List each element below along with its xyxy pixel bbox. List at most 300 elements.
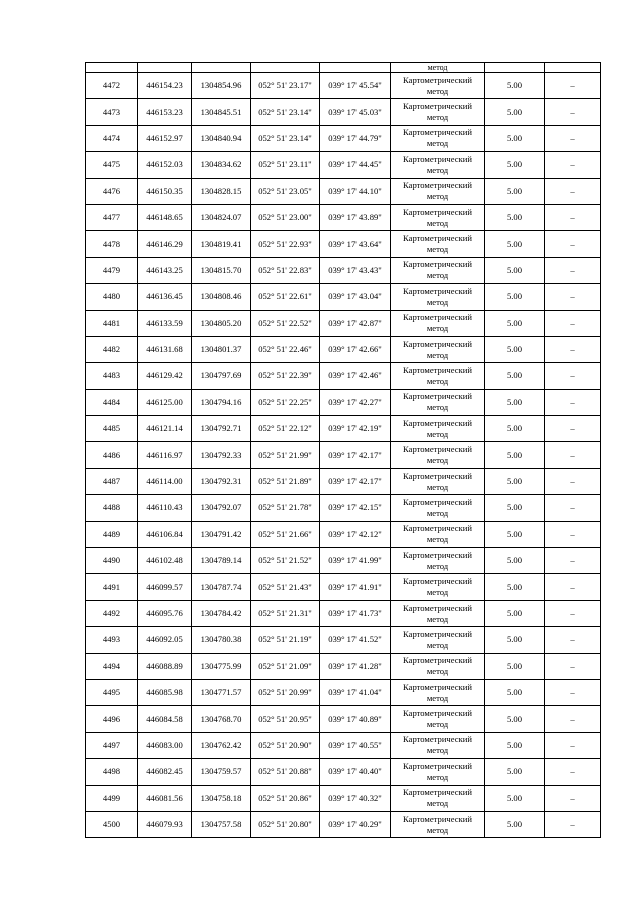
method-line-2: метод [426, 639, 449, 650]
cell-accuracy: 5.00 [485, 627, 545, 653]
cell-x: 446102.48 [138, 548, 192, 574]
method-line-1: Картометрический [403, 470, 472, 481]
method-line-1: Картометрический [403, 523, 472, 534]
cell-x: 446079.93 [138, 811, 192, 837]
method-line-2: метод [426, 402, 449, 413]
cell-y: 1304801.37 [192, 336, 251, 362]
method-line-1: Картометрический [403, 180, 472, 191]
method-line-1: Картометрический [403, 549, 472, 560]
table-row [86, 811, 601, 837]
cell-x: 446114.00 [138, 468, 192, 494]
method-line-2: метод [426, 164, 449, 175]
cell-number: 4476 [86, 178, 138, 204]
cell-number: 4490 [86, 548, 138, 574]
cell-y: 1304808.46 [192, 284, 251, 310]
cell-method [391, 416, 485, 442]
cell-note: – [545, 574, 601, 600]
cell-number: 4495 [86, 679, 138, 705]
cell-y: 1304854.96 [192, 73, 251, 99]
cell-longitude: 039° 17' 43.64" [320, 231, 391, 257]
cell-x: 446092.05 [138, 627, 192, 653]
method-line-1: Картометрический [403, 602, 472, 613]
cell-number: 4497 [86, 732, 138, 758]
cell-y: 1304792.71 [192, 416, 251, 442]
cell-latitude: 052° 51' 20.99" [251, 679, 320, 705]
cell-accuracy: 5.00 [485, 416, 545, 442]
cell-latitude: 052° 51' 23.05" [251, 178, 320, 204]
method-line-2: метод [426, 824, 449, 835]
cell-number: 4480 [86, 284, 138, 310]
table-row [86, 310, 601, 336]
method-line-1: Картометрический [403, 233, 472, 244]
cell-number: 4483 [86, 363, 138, 389]
cell-number: 4499 [86, 785, 138, 811]
method-line-1: Картометрический [403, 101, 472, 112]
cell-longitude: 039° 17' 44.45" [320, 152, 391, 178]
table-row [86, 204, 601, 230]
cell-number: 4498 [86, 759, 138, 785]
method-line-1: Картометрический [403, 312, 472, 323]
cell-method [391, 785, 485, 811]
cell-x: 446082.45 [138, 759, 192, 785]
cell-note: – [545, 811, 601, 837]
table-row [86, 231, 601, 257]
cell-accuracy: 5.00 [485, 231, 545, 257]
cell-number: 4472 [86, 73, 138, 99]
cell-latitude: 052° 51' 23.00" [251, 204, 320, 230]
cell-longitude: 039° 17' 41.99" [320, 548, 391, 574]
cell-latitude: 052° 51' 20.95" [251, 706, 320, 732]
cell-x: 446146.29 [138, 231, 192, 257]
cell-accuracy: 5.00 [485, 73, 545, 99]
table-row [86, 785, 601, 811]
cell-accuracy [485, 63, 545, 73]
cell-note: – [545, 310, 601, 336]
table-row [86, 152, 601, 178]
cell-method [391, 759, 485, 785]
table-row [86, 468, 601, 494]
table-row [86, 627, 601, 653]
cell-longitude: 039° 17' 41.91" [320, 574, 391, 600]
method-line-1: Картометрический [403, 787, 472, 798]
cell-longitude: 039° 17' 42.27" [320, 389, 391, 415]
cell-y: 1304784.42 [192, 600, 251, 626]
cell-accuracy: 5.00 [485, 600, 545, 626]
cell-longitude: 039° 17' 45.54" [320, 73, 391, 99]
method-line-1: Картометрический [403, 576, 472, 587]
method-line-2: метод [426, 244, 449, 255]
cell-note: – [545, 759, 601, 785]
table-row [86, 679, 601, 705]
cell-accuracy: 5.00 [485, 442, 545, 468]
cell-note: – [545, 416, 601, 442]
method-line-2: метод [426, 296, 449, 307]
cell-latitude: 052° 51' 23.17" [251, 73, 320, 99]
cell-number: 4474 [86, 125, 138, 151]
cell-y: 1304787.74 [192, 574, 251, 600]
cell-accuracy: 5.00 [485, 125, 545, 151]
cell-method [391, 653, 485, 679]
cell-note: – [545, 178, 601, 204]
table-row [86, 574, 601, 600]
cell-method [391, 310, 485, 336]
cell-x [138, 63, 192, 73]
method-line-2: метод [426, 587, 449, 598]
cell-note: – [545, 336, 601, 362]
cell-longitude: 039° 17' 42.12" [320, 521, 391, 547]
cell-x: 446110.43 [138, 495, 192, 521]
cell-x: 446084.58 [138, 706, 192, 732]
cell-x: 446083.00 [138, 732, 192, 758]
method-line-1: Картометрический [403, 74, 472, 85]
cell-note: – [545, 600, 601, 626]
cell-note: – [545, 231, 601, 257]
cell-note: – [545, 99, 601, 125]
cell-note [545, 63, 601, 73]
cell-latitude: 052° 51' 20.88" [251, 759, 320, 785]
cell-x: 446125.00 [138, 389, 192, 415]
cell-x: 446148.65 [138, 204, 192, 230]
cell-x: 446154.23 [138, 73, 192, 99]
cell-latitude: 052° 51' 20.90" [251, 732, 320, 758]
method-line-1: Картометрический [403, 153, 472, 164]
cell-number: 4482 [86, 336, 138, 362]
cell-accuracy: 5.00 [485, 310, 545, 336]
cell-accuracy: 5.00 [485, 257, 545, 283]
cell-latitude: 052° 51' 22.61" [251, 284, 320, 310]
cell-note: – [545, 284, 601, 310]
cell-note: – [545, 521, 601, 547]
cell-y: 1304840.94 [192, 125, 251, 151]
cell-method [391, 152, 485, 178]
cell-x: 446085.98 [138, 679, 192, 705]
cell-y: 1304792.33 [192, 442, 251, 468]
table-row [86, 600, 601, 626]
cell-number: 4486 [86, 442, 138, 468]
cell-note: – [545, 732, 601, 758]
cell-number: 4484 [86, 389, 138, 415]
method-line-2: метод [426, 560, 449, 571]
cell-x: 446106.84 [138, 521, 192, 547]
cell-accuracy: 5.00 [485, 495, 545, 521]
cell-latitude: 052° 51' 22.93" [251, 231, 320, 257]
cell-longitude: 039° 17' 42.19" [320, 416, 391, 442]
method-line-1: Картометрический [403, 285, 472, 296]
cell-x: 446095.76 [138, 600, 192, 626]
cell-y: 1304757.58 [192, 811, 251, 837]
table-row [86, 442, 601, 468]
cell-longitude: 039° 17' 43.04" [320, 284, 391, 310]
cell-accuracy: 5.00 [485, 679, 545, 705]
cell-number: 4500 [86, 811, 138, 837]
table-row [86, 99, 601, 125]
method-line-2: метод [426, 745, 449, 756]
method-line-2: метод [426, 349, 449, 360]
cell-y: 1304759.57 [192, 759, 251, 785]
cell-longitude: 039° 17' 42.46" [320, 363, 391, 389]
cell-latitude: 052° 51' 21.89" [251, 468, 320, 494]
cell-x: 446152.97 [138, 125, 192, 151]
cell-latitude: 052° 51' 20.86" [251, 785, 320, 811]
method-line-2: метод [426, 798, 449, 809]
cell-number: 4496 [86, 706, 138, 732]
cell-latitude: 052° 51' 21.19" [251, 627, 320, 653]
method-line-2: метод [426, 428, 449, 439]
cell-longitude: 039° 17' 44.79" [320, 125, 391, 151]
cell-y: 1304797.69 [192, 363, 251, 389]
cell-accuracy: 5.00 [485, 785, 545, 811]
cell-y: 1304815.70 [192, 257, 251, 283]
cell-number: 4477 [86, 204, 138, 230]
table-row [86, 73, 601, 99]
cell-number: 4493 [86, 627, 138, 653]
cell-longitude: 039° 17' 44.10" [320, 178, 391, 204]
cell-note: – [545, 73, 601, 99]
cell-longitude: 039° 17' 42.66" [320, 336, 391, 362]
table-row [86, 284, 601, 310]
cell-longitude: 039° 17' 43.43" [320, 257, 391, 283]
cell-accuracy: 5.00 [485, 759, 545, 785]
cell-method [391, 732, 485, 758]
cell-number: 4488 [86, 495, 138, 521]
cell-longitude: 039° 17' 45.03" [320, 99, 391, 125]
cell-method [391, 468, 485, 494]
table-row [86, 495, 601, 521]
cell-latitude: 052° 51' 21.09" [251, 653, 320, 679]
cell-latitude: 052° 51' 21.66" [251, 521, 320, 547]
cell-y: 1304768.70 [192, 706, 251, 732]
table-row [86, 416, 601, 442]
method-line-1: Картометрический [403, 734, 472, 745]
cell-longitude: 039° 17' 41.52" [320, 627, 391, 653]
cell-longitude: 039° 17' 40.55" [320, 732, 391, 758]
method-line-2: метод [426, 507, 449, 518]
method-line-1: Картометрический [403, 206, 472, 217]
cell-method [391, 574, 485, 600]
cell-y: 1304792.31 [192, 468, 251, 494]
cell-note: – [545, 706, 601, 732]
method-line-1: Картометрический [403, 813, 472, 824]
cell-number: 4491 [86, 574, 138, 600]
cell-latitude: 052° 51' 20.80" [251, 811, 320, 837]
cell-accuracy: 5.00 [485, 336, 545, 362]
cell-x: 446150.35 [138, 178, 192, 204]
cell-y: 1304789.14 [192, 548, 251, 574]
cell-method [391, 679, 485, 705]
cell-method [391, 495, 485, 521]
table-row [86, 178, 601, 204]
cell-accuracy: 5.00 [485, 468, 545, 494]
table-row [86, 732, 601, 758]
cell-y: 1304834.62 [192, 152, 251, 178]
cell-method [391, 204, 485, 230]
table-row [86, 759, 601, 785]
cell-number: 4481 [86, 310, 138, 336]
table-body [86, 63, 601, 838]
cell-number: 4475 [86, 152, 138, 178]
method-line-1: Картометрический [403, 628, 472, 639]
cell-method [391, 336, 485, 362]
cell-y: 1304819.41 [192, 231, 251, 257]
cell-y: 1304762.42 [192, 732, 251, 758]
cell-note: – [545, 125, 601, 151]
cell-method [391, 125, 485, 151]
table-row [86, 389, 601, 415]
table-row [86, 363, 601, 389]
method-line-2: метод [426, 481, 449, 492]
cell-accuracy: 5.00 [485, 653, 545, 679]
cell-longitude: 039° 17' 40.29" [320, 811, 391, 837]
cell-method [391, 389, 485, 415]
cell-latitude: 052° 51' 21.31" [251, 600, 320, 626]
cell-accuracy: 5.00 [485, 548, 545, 574]
cell-y [192, 63, 251, 73]
method-line-1: Картометрический [403, 496, 472, 507]
cell-note: – [545, 442, 601, 468]
cell-method: метод [391, 63, 485, 73]
cell-accuracy: 5.00 [485, 99, 545, 125]
cell-x: 446143.25 [138, 257, 192, 283]
cell-latitude: 052° 51' 22.39" [251, 363, 320, 389]
cell-x: 446099.57 [138, 574, 192, 600]
table-row [86, 257, 601, 283]
table-row [86, 336, 601, 362]
cell-latitude: 052° 51' 22.83" [251, 257, 320, 283]
cell-y: 1304792.07 [192, 495, 251, 521]
cell-note: – [545, 257, 601, 283]
cell-note: – [545, 152, 601, 178]
cell-latitude [251, 63, 320, 73]
cell-accuracy: 5.00 [485, 204, 545, 230]
coordinates-table [85, 62, 601, 838]
cell-method [391, 600, 485, 626]
cell-longitude [320, 63, 391, 73]
cell-y: 1304758.18 [192, 785, 251, 811]
cell-latitude: 052° 51' 21.99" [251, 442, 320, 468]
cell-x: 446152.03 [138, 152, 192, 178]
cell-note: – [545, 468, 601, 494]
cell-number: 4478 [86, 231, 138, 257]
cell-note: – [545, 495, 601, 521]
method-line-1: Картометрический [403, 760, 472, 771]
cell-method [391, 99, 485, 125]
cell-accuracy: 5.00 [485, 152, 545, 178]
cell-number: 4473 [86, 99, 138, 125]
method-line-2: метод [426, 191, 449, 202]
cell-accuracy: 5.00 [485, 389, 545, 415]
method-line-1: Картометрический [403, 444, 472, 455]
cell-accuracy: 5.00 [485, 732, 545, 758]
method-line-1: Картометрический [403, 391, 472, 402]
cell-method [391, 548, 485, 574]
cell-y: 1304791.42 [192, 521, 251, 547]
cell-note: – [545, 785, 601, 811]
cell-accuracy: 5.00 [485, 521, 545, 547]
cell-note: – [545, 679, 601, 705]
cell-accuracy: 5.00 [485, 284, 545, 310]
method-line-2: метод [426, 323, 449, 334]
method-line-2: метод [426, 666, 449, 677]
cell-y: 1304845.51 [192, 99, 251, 125]
cell-x: 446129.42 [138, 363, 192, 389]
cell-accuracy: 5.00 [485, 574, 545, 600]
cell-x: 446133.59 [138, 310, 192, 336]
cell-longitude: 039° 17' 40.32" [320, 785, 391, 811]
cell-longitude: 039° 17' 41.73" [320, 600, 391, 626]
cell-latitude: 052° 51' 22.25" [251, 389, 320, 415]
cell-longitude: 039° 17' 41.04" [320, 679, 391, 705]
table-row [86, 653, 601, 679]
cell-latitude: 052° 51' 21.43" [251, 574, 320, 600]
cell-number: 4487 [86, 468, 138, 494]
method-line-1: Картометрический [403, 708, 472, 719]
cell-accuracy: 5.00 [485, 178, 545, 204]
cell-longitude: 039° 17' 42.17" [320, 468, 391, 494]
cell-method [391, 231, 485, 257]
cell-note: – [545, 548, 601, 574]
method-line-2: метод [426, 534, 449, 545]
method-line-1: Картометрический [403, 127, 472, 138]
cell-accuracy: 5.00 [485, 811, 545, 837]
method-line-1: Картометрический [403, 681, 472, 692]
cell-latitude: 052° 51' 21.78" [251, 495, 320, 521]
method-line-2: метод [426, 270, 449, 281]
cell-latitude: 052° 51' 22.46" [251, 336, 320, 362]
method-line-2: метод [426, 692, 449, 703]
cell-longitude: 039° 17' 41.28" [320, 653, 391, 679]
cell-latitude: 052° 51' 23.14" [251, 99, 320, 125]
cell-x: 446131.68 [138, 336, 192, 362]
cell-accuracy: 5.00 [485, 363, 545, 389]
cell-x: 446153.23 [138, 99, 192, 125]
cell-latitude: 052° 51' 22.52" [251, 310, 320, 336]
cell-x: 446081.56 [138, 785, 192, 811]
cell-method [391, 706, 485, 732]
cell-number: 4494 [86, 653, 138, 679]
table-row [86, 548, 601, 574]
method-line-2: метод [426, 375, 449, 386]
method-line-1: Картометрический [403, 364, 472, 375]
method-line-1: Картометрический [403, 655, 472, 666]
cell-method [391, 73, 485, 99]
method-line-2: метод [426, 138, 449, 149]
method-line-2: метод [426, 217, 449, 228]
cell-y: 1304775.99 [192, 653, 251, 679]
table-row [86, 521, 601, 547]
method-line-1: Картометрический [403, 338, 472, 349]
cell-x: 446088.89 [138, 653, 192, 679]
cell-method [391, 284, 485, 310]
cell-x: 446116.97 [138, 442, 192, 468]
method-line-1: Картометрический [403, 259, 472, 270]
table-row [86, 706, 601, 732]
cell-y: 1304780.38 [192, 627, 251, 653]
cell-x: 446121.14 [138, 416, 192, 442]
cell-accuracy: 5.00 [485, 706, 545, 732]
cell-note: – [545, 204, 601, 230]
cell-longitude: 039° 17' 42.17" [320, 442, 391, 468]
cell-method [391, 363, 485, 389]
method-line-1: Картометрический [403, 417, 472, 428]
cell-latitude: 052° 51' 22.12" [251, 416, 320, 442]
cell-longitude: 039° 17' 42.15" [320, 495, 391, 521]
cell-longitude: 039° 17' 43.89" [320, 204, 391, 230]
method-line-2: метод [426, 455, 449, 466]
cell-method [391, 442, 485, 468]
cell-y: 1304828.15 [192, 178, 251, 204]
cell-method [391, 811, 485, 837]
cell-note: – [545, 389, 601, 415]
